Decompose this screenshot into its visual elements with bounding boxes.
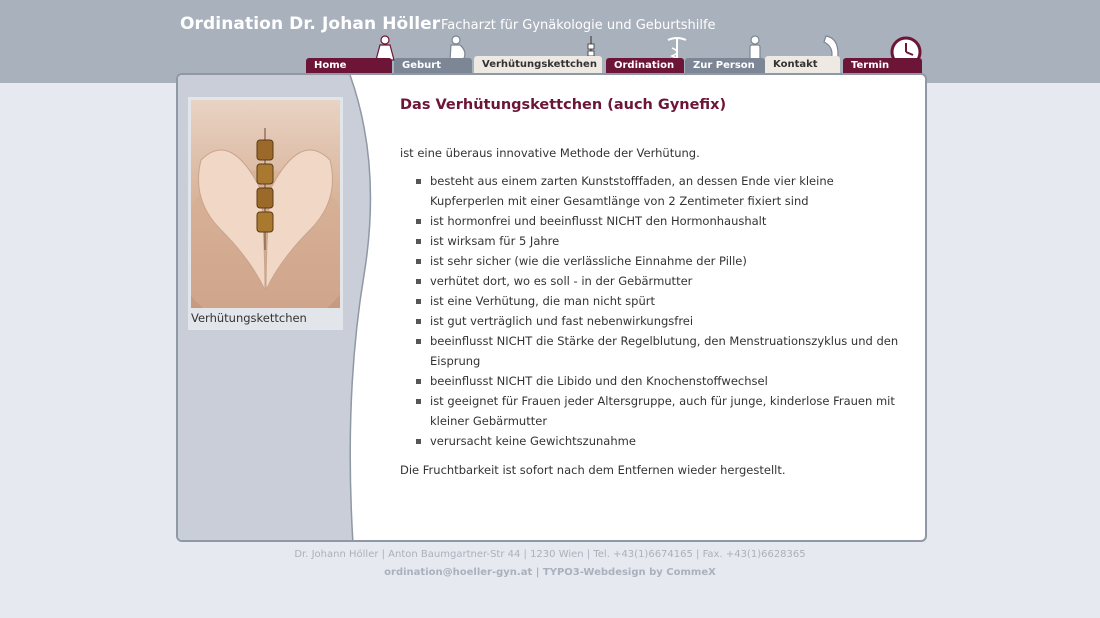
tab-ordination[interactable] [606,58,684,74]
list-item: ist eine Verhütung, die man nicht spürt [416,291,905,311]
webdesign-credit-link[interactable]: TYPO3-Webdesign by CommeX [542,567,716,578]
tab-kontakt-label: Kontakt [773,59,818,70]
list-item: ist sehr sicher (wie die verlässliche Einnahme der Pille) [416,251,905,271]
email-link[interactable]: ordination@hoeller-gyn.at [384,567,533,578]
content-frame [176,73,927,542]
footer-address: Dr. Johann Höller | Anton Baumgartner-Str 44 | 1230 Wien | Tel. +43(1)6674165 | Fax. +43(1)6628365 [294,549,806,560]
gynefix-photo [191,100,340,308]
site-title[interactable]: Ordination Dr. Johan Höller [180,14,441,34]
footer-links [0,567,1100,578]
page-title: Das Verhütungskettchen (auch Gynefix) [400,97,727,113]
photo-card [188,97,343,330]
feature-list [416,171,905,451]
list-item: ist gut verträglich und fast nebenwirkungsfrei [416,311,905,331]
tab-kontakt[interactable] [765,56,840,74]
photo-caption: Verhütungskettchen [191,311,307,325]
intro-paragraph: ist eine überaus innovative Methode der Verhütung. [400,146,700,160]
tab-termin-label: Termin [851,60,890,71]
list-item: verhütet dort, wo es soll - in der Gebärmutter [416,271,905,291]
tab-geburt[interactable] [394,58,472,74]
list-item: verursacht keine Gewichtszunahme [416,431,905,451]
outro-paragraph: Die Fruchtbarkeit ist sofort nach dem Entfernen wieder hergestellt. [400,463,786,477]
footer-separator: | [532,567,543,578]
tab-ordination-label: Ordination [614,60,675,71]
tab-geburt-label: Geburt [402,60,441,71]
list-item: ist wirksam für 5 Jahre [416,231,905,251]
site-subtitle: Facharzt für Gynäkologie und Geburtshilfe [441,18,716,33]
list-item: ist geeignet für Frauen jeder Altersgruppe, auch für junge, kinderlose Frauen mit kleiner Gebärmutter [416,391,905,431]
tab-home-label: Home [314,60,347,71]
sidebar [178,75,378,540]
tab-zur-person-label: Zur Person [693,60,755,71]
tab-home[interactable] [306,58,392,74]
list-item: beeinflusst NICHT die Stärke der Regelblutung, den Menstruationszyklus und den Eisprung [416,331,905,371]
list-item: ist hormonfrei und beeinflusst NICHT den Hormonhaushalt [416,211,905,231]
main-content [400,97,905,480]
list-item: beeinflusst NICHT die Libido und den Knochenstoffwechsel [416,371,905,391]
list-item: besteht aus einem zarten Kunststofffaden, an dessen Ende vier kleine Kupferperlen mit einer Gesamtlänge von 2 Zentimeter fixiert sind [416,171,905,211]
tab-verhuetungskettchen[interactable] [474,56,602,74]
tab-termin[interactable] [843,58,922,74]
tab-zur-person[interactable] [685,58,765,74]
tab-verhuetungskettchen-label: Verhütungskettchen [482,59,597,70]
